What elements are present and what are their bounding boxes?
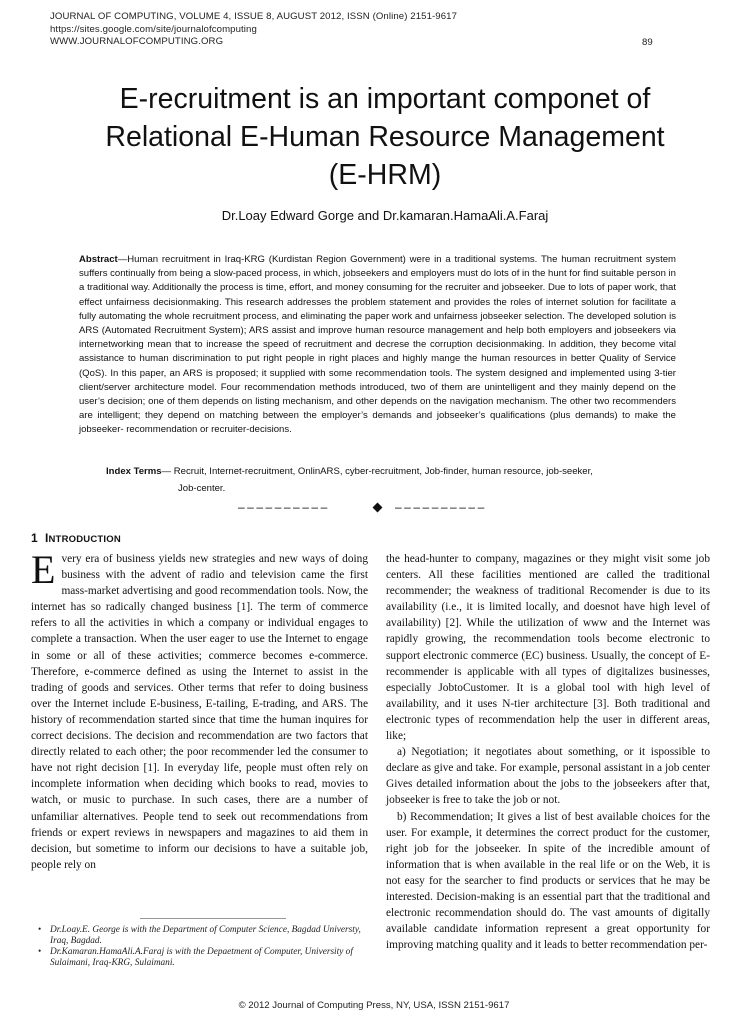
section-number: 1	[31, 531, 38, 545]
footnotes	[40, 925, 370, 969]
index-terms-label: Index Terms	[106, 466, 162, 477]
page-footer: © 2012 Journal of Computing Press, NY, USA, ISSN 2151-9617	[238, 1000, 510, 1011]
page-number: 89	[642, 37, 653, 48]
footnote-text: Dr.Loay.E. George is with the Department of Computer Science, Bagdad Universty, Iraq, Bagdad.	[50, 925, 361, 946]
body-column-right	[386, 551, 710, 953]
index-terms-line-2: Job-center.	[178, 483, 226, 494]
paper-title-line-3: (E-HRM)	[328, 159, 442, 191]
abstract-text: —Human recruitment in Iraq-KRG (Kurdistan Region Government) were in a traditional systems. The human recruitment system suffers continually from being a slow-paced process, in which, jobseekers and employers must do lots of in the hunt for find suitable person in a traditional way. Additionally the process is time, effort, and money consuming for the recruiter and jobseeker. Due to lots of paper work, that effect unfairness decisionmaking. This research addresses the problem statement and provides the roles of internet solution for facilitate a fully automating the whole recruitment process, and eliminating the paper work and unfairness jobseeker selection. The developed solution is ARS (Automated Recruitment System); ARS assist and improve human resource management and help both employers and jobseekers via internetworking mean that to increase the speed of recruitment and decrese the corruption decisionmaking. In addition, they become vital assistance to human discrimination to put right people in right places and highly mange the human resources in better Quality of Service (QoS). In this paper, an ARS is proposed; it supplied with some recommendation tools. The system designed and implemented using 3-tier client/server architecture model. Four recommendation methods introduced, two of them are unintelligent and they mainly depend on the user’s decision; one of them depends on listing mechanism, and other depends on the navigation mechanism. The other two recommenders are intelligent; they depend on matching between the employer’s demands and jobseeker’s qualifications (plus demands) to make the jobseeker- recommendation or recruiter-decisions.	[79, 254, 676, 436]
footnote-text: Dr.Kamaran.HamaAli.A.Faraj is with the Depaetment of Computer, University of Sulaimani, Iraq-KRG, Sulaimani.	[50, 947, 353, 968]
section-divider	[238, 500, 528, 514]
abstract	[79, 253, 676, 438]
body-paragraph	[31, 547, 368, 873]
footnote: • Dr.Kamaran.HamaAli.A.Faraj is with the Depaetment of Computer, University of Sulaimani, Iraq-KRG, Sulaimani.	[38, 947, 353, 968]
section-title-rest: NTRODUCTION	[48, 534, 121, 545]
index-terms	[106, 463, 676, 497]
body-column-left	[31, 547, 368, 873]
running-header	[50, 11, 457, 49]
body-paragraph: the head-hunter to company, magazines or they might visit some job centers. All these facilities mentioned are called the traditional recommender; the weakness of traditional Recomender is due to its availability (i.e., it is limited locally, and doesnot have high level of availability) [2]. While the utilization of www and the Internet was rapidly growing, the recommendation tools become electronic to support electronic commerce (EC) business. Usually, the concept of E-recommender is applicable with all types of digitalizes businesses, especially JobtoCustomer. It is a global tool with high level of availability, and it uses N-tier architecture [3]. Both traditional and electronic types of recommendation help the user in different areas, like;	[386, 553, 710, 743]
index-terms-line-1: — Recruit, Internet-recruitment, OnlinARS, cyber-recruitment, Job-finder, human resource, job-seeker,	[161, 466, 593, 477]
body-paragraph-text: very era of business yields new strategies and new ways of doing business with the advent of radio and television came the first mass-market advertising and good recommendation tools. Now, the internet has so radically changed business [1]. The term of commerce refers to all the activities in which a company or individual engages to complete a transaction. When the user eager to use the Internet to engage in some or all of these activities; commerce becomes e-commerce. Therefore, e-commerce defined as using the Internet to assist in the trading of goods and services. Other terms that refer to doing business over the Internet include E-business, E-tailing, E-trading, and ARS. The history of recommendation started since that time the human inquires for correct decisions. The decision and recommendation are two factors that directly related to each other; the poor recommender led the consumer to have not right decision [1]. In everyday life, people must often rely on incomplete information when deciding which books to read, movies to watch, or music to purchase. In such cases, there are a number of unfamiliar alternatives. People tend to seek out recommendations from friends or expert reviews in newspapers and magazines to aid them in decision, but sometime to inform our decisions to have a suitable job, people rely on	[31, 553, 368, 871]
section-first-letter: I	[44, 531, 49, 545]
diamond-icon	[373, 503, 383, 513]
paper-title-line-2: Relational E-Human Resource Management	[105, 121, 665, 153]
divider-dashes-left: ––––––––––	[238, 500, 330, 514]
divider-dashes-right: ––––––––––	[395, 500, 487, 514]
footnote: • Dr.Loay.E. George is with the Department of Computer Science, Bagdad Universty, Iraq, Bagdad.	[38, 925, 361, 946]
body-paragraph: a) Negotiation; it negotiates about something, or it ispossible to declare as give and take. For example, personal assistant in a job center Gives detailed information about the jobs to the jobseekers after that, jobseeker is free to take the job or not.	[386, 746, 710, 807]
footnote-rule	[140, 918, 286, 919]
site-url: https://sites.google.com/site/journalofcomputing	[50, 23, 257, 35]
body-paragraph: b) Recommendation; It gives a list of best available choices for the user. For example, it determines the correct product for the customer, right job for the jobseeker. In spite of the incredible amount of information that is when available in the real life or on the Web, it is not easy for the searcher to find products or services that he may be interested. Decision-making is an essential part that the traditional and electronic recommendation should do. The vast amounts of digitally available candidate information represent a great opportunity for improving matching quality and it leads to better recommendation per-	[386, 810, 710, 952]
journal-line: JOURNAL OF COMPUTING, VOLUME 4, ISSUE 8, AUGUST 2012, ISSN (Online) 2151-9617	[50, 11, 458, 22]
www-line: WWW.JOURNALOFCOMPUTING.ORG	[50, 36, 224, 47]
paper-title-line-1: E-recruitment is an important componet of	[119, 83, 651, 115]
section-heading	[31, 531, 121, 545]
authors: Dr.Loay Edward Gorge and Dr.kamaran.HamaAli.A.Faraj	[221, 208, 549, 223]
abstract-label: Abstract	[79, 254, 118, 265]
drop-cap: E	[31, 547, 56, 592]
